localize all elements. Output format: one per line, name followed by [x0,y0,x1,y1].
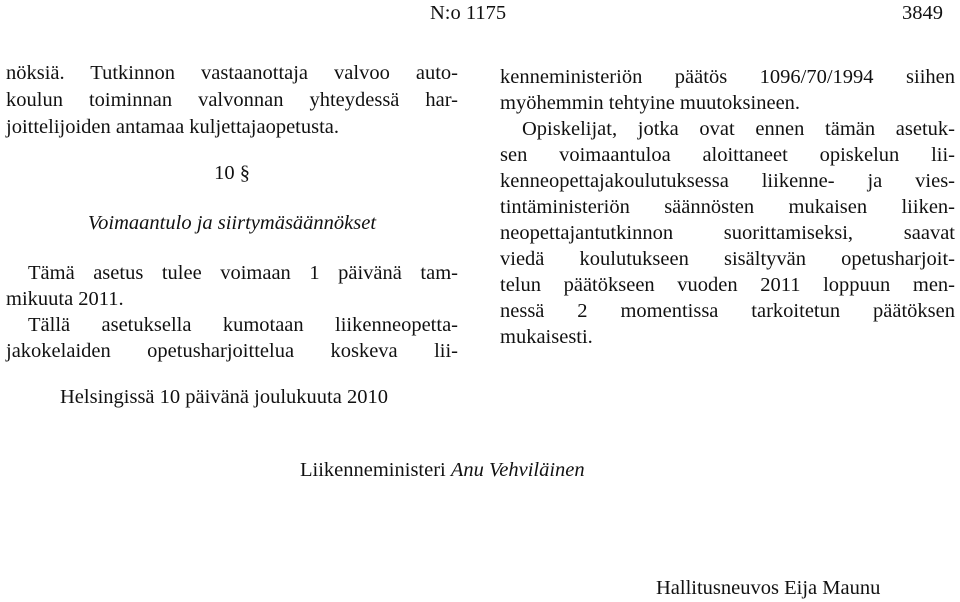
minister-name: Anu Vehviläinen [450,459,585,481]
text-line: Opiskelijat, jotka ovat ennen tämän asetuk- [522,118,955,140]
counsellor-signature: Hallitusneuvos Eija Maunu [656,577,881,599]
text-line: jakokelaiden opetusharjoittelua koskeva lii- [6,340,458,362]
text-line: tintäministeriön säännösten mukaisen liiken- [500,196,955,218]
text-line: nöksiä. Tutkinnon vastaanottaja valvoo auto- [6,62,458,84]
issue-number: N:o 1175 [430,2,507,24]
text-line: Tällä asetuksella kumotaan liikenneopetta- [28,314,458,336]
page-number: 3849 [902,2,943,24]
text-line: kenneopettajakoulutuksessa liikenne- ja vies- [500,170,955,192]
text-line: Tämä asetus tulee voimaan 1 päivänä tam- [28,262,458,284]
section-title: Voimaantulo ja siirtymäsäännökset [87,212,377,234]
text-line: kenneministeriön päätös 1096/70/1994 siihen [500,66,955,88]
text-line: mikuuta 2011. [6,288,124,310]
minister-title: Liikenneministeri [300,459,446,481]
text-line: sen voimaantuloa aloittaneet opiskelun lii- [500,144,955,166]
text-line: viedä koulutukseen sisältyvän opetusharjoit- [500,248,955,270]
text-line: myöhemmin tehtyine muutoksineen. [500,92,801,114]
text-line: telun päätökseen vuoden 2011 loppuun men- [500,274,955,296]
text-line: nessä 2 momentissa tarkoitetun päätöksen [500,300,955,322]
minister-signature [300,457,585,483]
place-date: Helsingissä 10 päivänä joulukuuta 2010 [60,386,388,408]
text-line: neopettajantutkinnon suorittamiseksi, saavat [500,222,955,244]
section-number: 10 § [214,162,250,184]
text-line: koulun toiminnan valvonnan yhteydessä har- [6,89,458,111]
text-line: mukaisesti. [500,326,593,348]
text-line: joittelijoiden antamaa kuljettajaopetusta. [6,116,340,138]
